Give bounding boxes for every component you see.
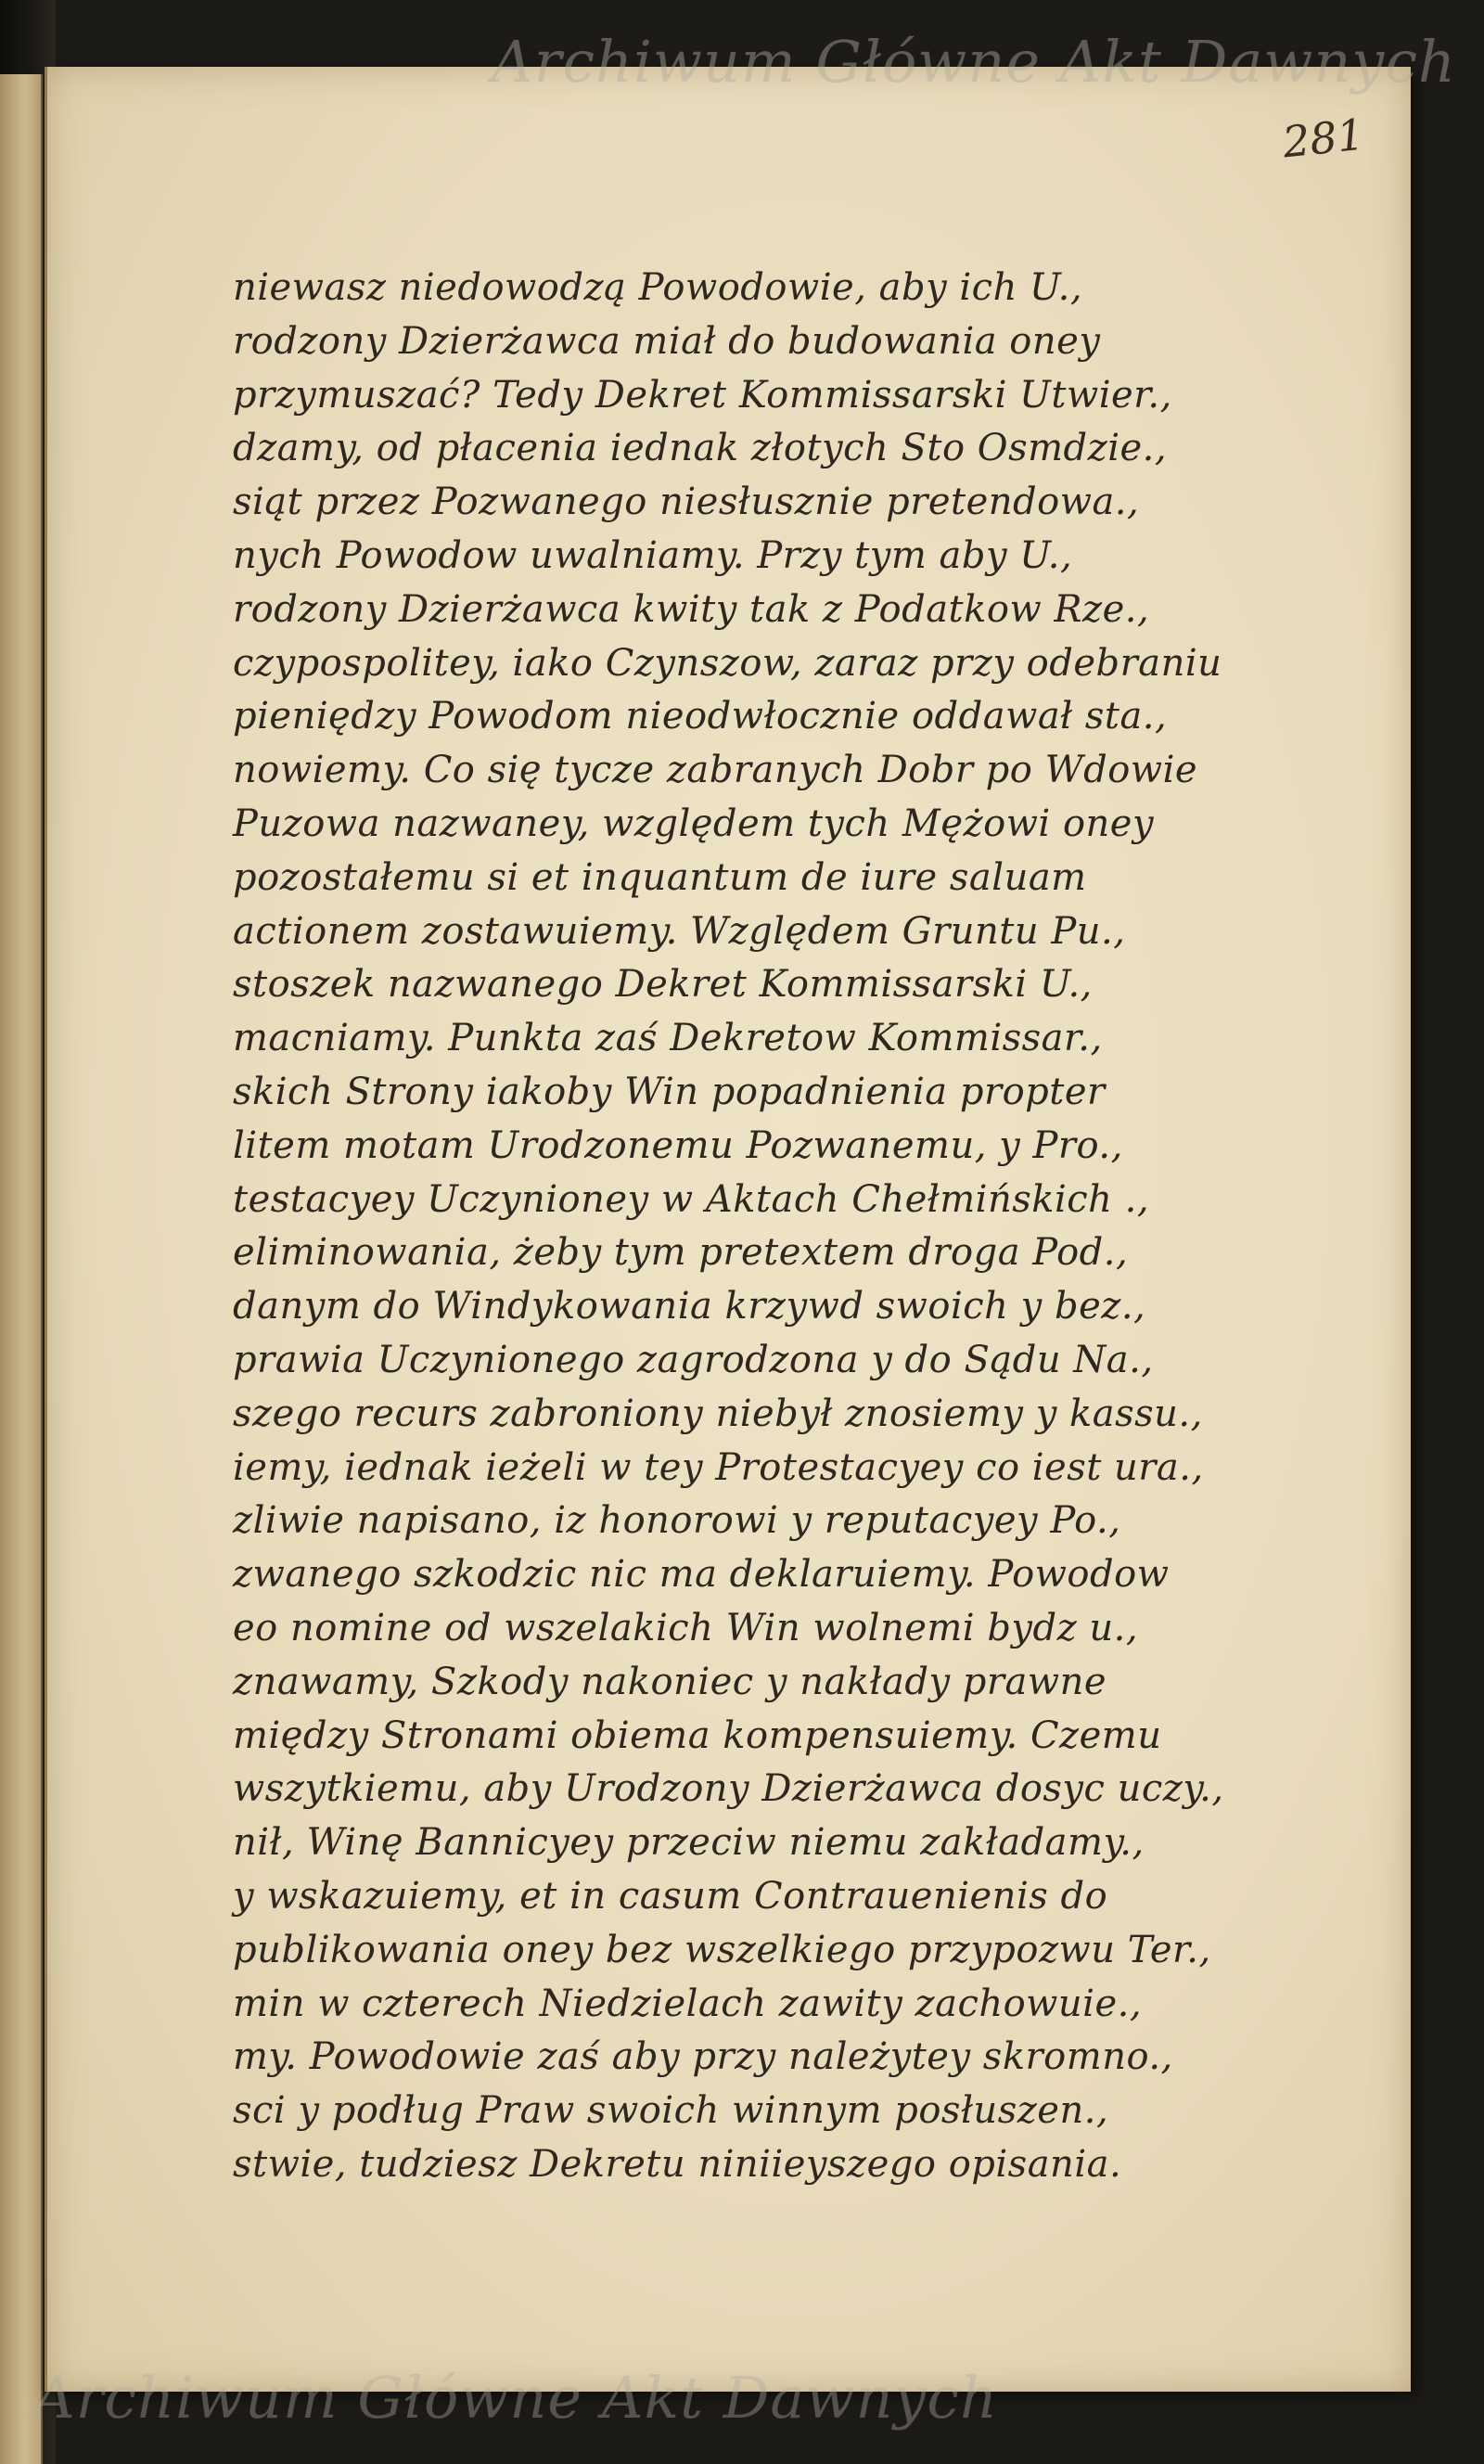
manuscript-line: zwanego szkodzic nic ma deklaruiemy. Powodow xyxy=(233,1553,1170,1597)
manuscript-line: iemy, iednak ieżeli w tey Protestacyey co iest ura., xyxy=(233,1445,1204,1489)
manuscript-line: skich Strony iakoby Win popadnienia propter xyxy=(233,1070,1106,1113)
manuscript-line: nych Powodow uwalniamy. Przy tym aby U., xyxy=(233,533,1073,577)
manuscript-line: prawia Uczynionego zagrodzona y do Sądu Na., xyxy=(233,1338,1154,1381)
manuscript-line: sci y podług Praw swoich winnym posłuszen., xyxy=(233,2089,1109,2133)
handwritten-text-block xyxy=(233,262,1309,2192)
manuscript-line: actionem zostawuiemy. Względem Gruntu Pu., xyxy=(233,909,1126,953)
manuscript-line: siąt przez Pozwanego niesłusznie pretendowa., xyxy=(233,481,1140,524)
manuscript-line: przymuszać? Tedy Dekret Kommissarski Utwier., xyxy=(233,373,1172,417)
manuscript-line: litem motam Urodzonemu Pozwanemu, y Pro., xyxy=(233,1123,1123,1167)
manuscript-line: nił, Winę Bannicyey przeciw niemu zakładamy., xyxy=(233,1821,1145,1865)
archive-watermark-top: Archiwum Główne Akt Dawnych xyxy=(491,28,1456,96)
manuscript-line: nowiemy. Co się tycze zabranych Dobr po Wdowie xyxy=(233,749,1198,792)
manuscript-line: szego recurs zabroniony niebył znosiemy y kassu., xyxy=(233,1392,1203,1435)
page-number: 281 xyxy=(1280,109,1367,168)
manuscript-line: między Stronami obiema kompensuiemy. Czemu xyxy=(233,1713,1162,1757)
manuscript-line: publikowania oney bez wszelkiego przypozwu Ter., xyxy=(233,1928,1211,1971)
manuscript-line: pieniędzy Powodom nieodwłocznie oddawał sta., xyxy=(233,695,1168,738)
manuscript-line: min w czterech Niedzielach zawity zachowuie., xyxy=(233,1982,1143,2025)
manuscript-line: Puzowa nazwaney, względem tych Mężowi oney xyxy=(233,802,1155,845)
manuscript-line: rodzony Dzierżawca kwity tak z Podatkow Rze., xyxy=(233,587,1150,631)
manuscript-line: zliwie napisano, iz honorowi y reputacyey Po., xyxy=(233,1499,1121,1543)
manuscript-line: testacyey Uczynioney w Aktach Chełmińskich ., xyxy=(233,1177,1150,1221)
previous-page-edge xyxy=(0,74,43,2464)
manuscript-line: czypospolitey, iako Czynszow, zaraz przy odebraniu xyxy=(233,641,1222,685)
manuscript-line: znawamy, Szkody nakoniec y nakłady prawne xyxy=(233,1660,1107,1703)
manuscript-line: pozostałemu si et inquantum de iure saluam xyxy=(233,855,1087,899)
manuscript-line: rodzony Dzierżawca miał do budowania oney xyxy=(233,319,1101,363)
manuscript-line: dzamy, od płacenia iednak złotych Sto Osmdzie., xyxy=(233,427,1168,470)
manuscript-line: danym do Windykowania krzywd swoich y bez., xyxy=(233,1285,1146,1328)
manuscript-line: stwie, tudziesz Dekretu niniieyszego opisania. xyxy=(233,2142,1122,2186)
manuscript-line: my. Powodowie zaś aby przy należytey skromno., xyxy=(233,2035,1173,2079)
manuscript-line: eo nomine od wszelakich Win wolnemi bydz u., xyxy=(233,1606,1139,1649)
manuscript-page xyxy=(45,67,1411,2392)
manuscript-line: stoszek nazwanego Dekret Kommissarski U., xyxy=(233,963,1093,1007)
manuscript-line: niewasz niedowodzą Powodowie, aby ich U., xyxy=(233,266,1083,309)
manuscript-line: wszytkiemu, aby Urodzony Dzierżawca dosyc uczy., xyxy=(233,1767,1224,1811)
manuscript-line: macniamy. Punkta zaś Dekretow Kommissar., xyxy=(233,1017,1103,1060)
manuscript-line: eliminowania, żeby tym pretextem droga Pod., xyxy=(233,1231,1129,1275)
manuscript-line: y wskazuiemy, et in casum Contrauenienis do xyxy=(233,1874,1108,1918)
archive-watermark-bottom: Archiwum Główne Akt Dawnych xyxy=(33,2364,999,2432)
